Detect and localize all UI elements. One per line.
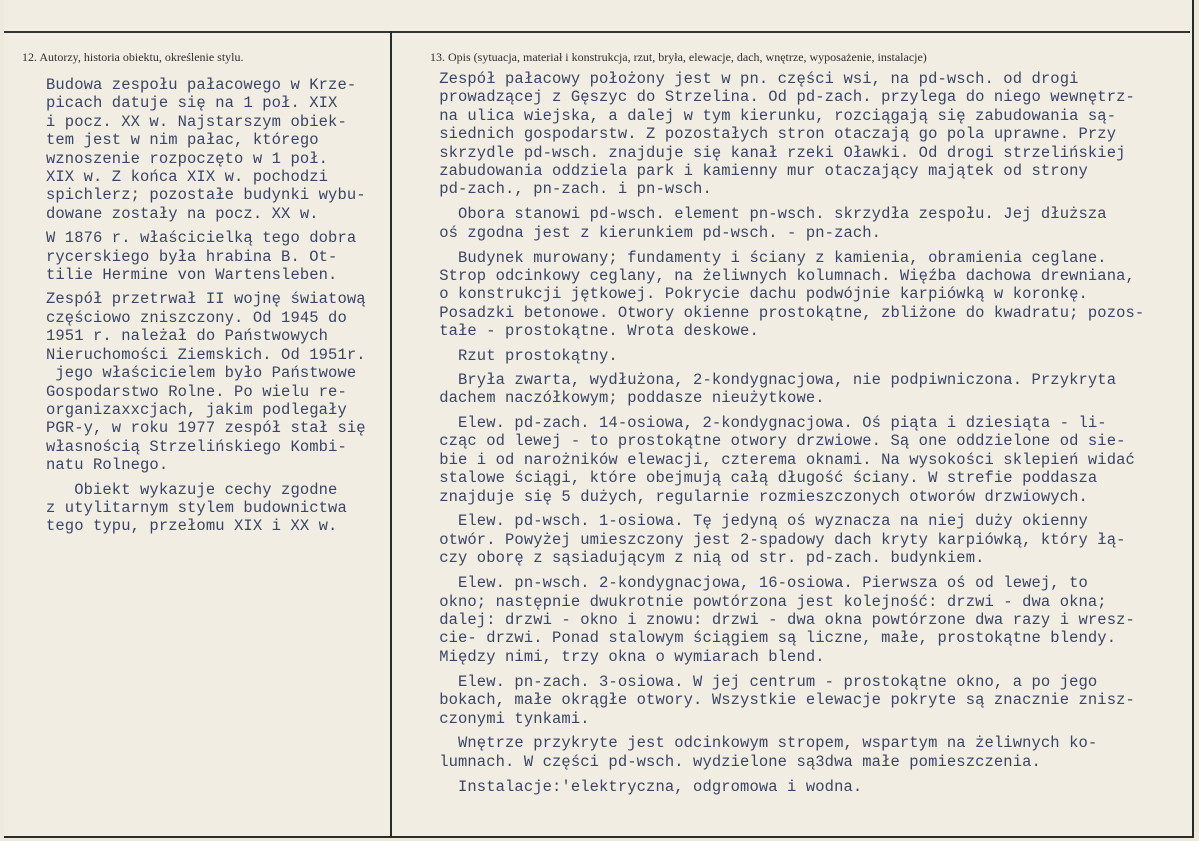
description-location: Obora stanowi pd-wsch. element pn-wsch. skrzydła zespołu. Jej dłuższa oś zgodna jest z kierunkiem pd-wsch. - pn-zach. xyxy=(439,205,1107,242)
description-elevation-nw: Elew. pn-zach. 3-osiowa. W jej centrum - prostokątne okno, a po jego bokach, małe okrągłe otwory. Wszystkie elewacje pokryte są znacznie znisz- czonymi tynkami. xyxy=(439,672,1135,728)
description-plan: Rzut prostokątny. xyxy=(411,347,618,366)
description-situation: Zespół pałacowy położony jest w pn. części wsi, na pd-wsch. od drogi prowadzącej z Gęszyc do Strzelina. Od pd-zach. przylega do niego wewnętrz- na ulica wiejska, a dalej w tym kierunku, rozciągają się zabudowania są- siednich gospodarstw. Z pozostałych stron otaczają go pola uprawne. Przy skrzydle pd-wsch. znajduje się kanał rzeki Oławki. Od drogi strzelińskiej zabudowania oddziela park i kamienny mur otaczający majątek od strony pd-zach., pn-zach. i pn-wsch. xyxy=(439,70,1135,199)
top-rule xyxy=(4,31,1190,33)
section-13-heading: 13. Opis (sytuacja, materiał i konstrukcja, rzut, bryła, elewacje, dach, wnętrze, wyposażenie, instalacje) xyxy=(430,50,927,64)
description-massing: Bryła zwarta, wydłużona, 2-kondygnacjowa, nie podpiwniczona. Przykryta dachem naczółkowym; poddasze nieużytkowe. xyxy=(439,370,1117,407)
description-interior: Wnętrze przykryte jest odcinkowym stropem, wspartym na żeliwnych ko- lumnach. W części pd-wsch. wydzielone są3dwa małe pomieszczenia. xyxy=(439,734,1098,771)
history-paragraph: Zespół przetrwał II wojnę światową częściowo zniszczony. Od 1945 do 1951 r. należał do Państwowych Nieruchomości Ziemskich. Od 1951r. jego właścicielem było Państwowe Gospodarstwo Rolne. Po wielu re- organizaxxcjach, jakim podlegały PGR-y, w roku 1977 zespół stał się własnością Strzelińskiego Kombi- natu Rolnego. xyxy=(46,290,366,475)
description-elevation-se: Elew. pd-wsch. 1-osiowa. Tę jedyną oś wyznacza na niej duży okienny otwór. Powyżej umieszczony jest 2-spadowy dach kryty karpiówką, który łą- czy oborę z sąsiadującym z nią od str. pd-zach. budynkiem. xyxy=(439,512,1126,568)
section-12-heading: 12. Autorzy, historia obiektu, określenie stylu. xyxy=(22,50,244,64)
history-paragraph: Budowa zespołu pałacowego w Krze- picach datuje się na 1 poł. XIX i pocz. XX w. Najstarszym obiek- tem jest w nim pałac, którego wznoszenie rozpoczęto w 1 poł. XIX w. Z końca XIX w. pochodzi spichlerz; pozostałe budynki wybu- dowane zostały na pocz. XX w. xyxy=(46,76,366,223)
description-installations: Instalacje:'elektryczna, odgromowa i wodna. xyxy=(411,777,863,796)
description-elevation-ne: Elew. pn-wsch. 2-kondygnacjowa, 16-osiowa. Pierwsza oś od lewej, to okno; następnie dwukrotnie powtórzona jest kolejność: drzwi - dwa okna; dalej: drzwi - okno i znowu: drzwi - dwa okna powtórzone dwa razy i wresz- cie- drzwi. Ponad stalowym ściągiem są liczne, małe, prostokątne blendy. Między nimi, trzy okna o wymiarach blend. xyxy=(439,574,1135,666)
style-paragraph: Obiekt wykazuje cechy zgodne z utylitarnym stylem budownictwa tego typu, przełomu XIX i XX w. xyxy=(46,480,347,536)
description-column xyxy=(411,70,1181,803)
column-divider xyxy=(390,31,392,837)
description-elevation-sw: Elew. pd-zach. 14-osiowa, 2-kondygnacjowa. Oś piąta i dziesiąta - li- cząc od lewej - to prostokątne otwory drzwiowe. Są one oddzielone od sie- bie i od narożników elewacji, czterema oknami. Na wysokości sklepień widać stalowe ściągi, które obejmują całą długość ściany. W strefie poddasza znajduje się 5 dużych, regularnie rozmieszczonych otworów drzwiowych. xyxy=(439,413,1135,506)
description-materials: Budynek murowany; fundamenty i ściany z kamienia, obramienia ceglane. Strop odcinkowy ceglany, na żeliwnych kolumnach. Więźba dachowa drewniana, o konstrukcji jętkowej. Pokrycie dachu podwójnie karpiówką w koronkę. Posadzki betonowe. Otwory okienne prostokątne, zbliżone do kwadratu; pozos- tałe - prostokątne. Wrota deskowe. xyxy=(439,248,1145,341)
history-paragraph: W 1876 r. właścicielką tego dobra rycerskiego była hrabina B. Ot- tilie Hermine von Wartensleben. xyxy=(46,229,357,285)
inventory-card-sheet xyxy=(4,0,1194,838)
history-column xyxy=(46,76,386,542)
